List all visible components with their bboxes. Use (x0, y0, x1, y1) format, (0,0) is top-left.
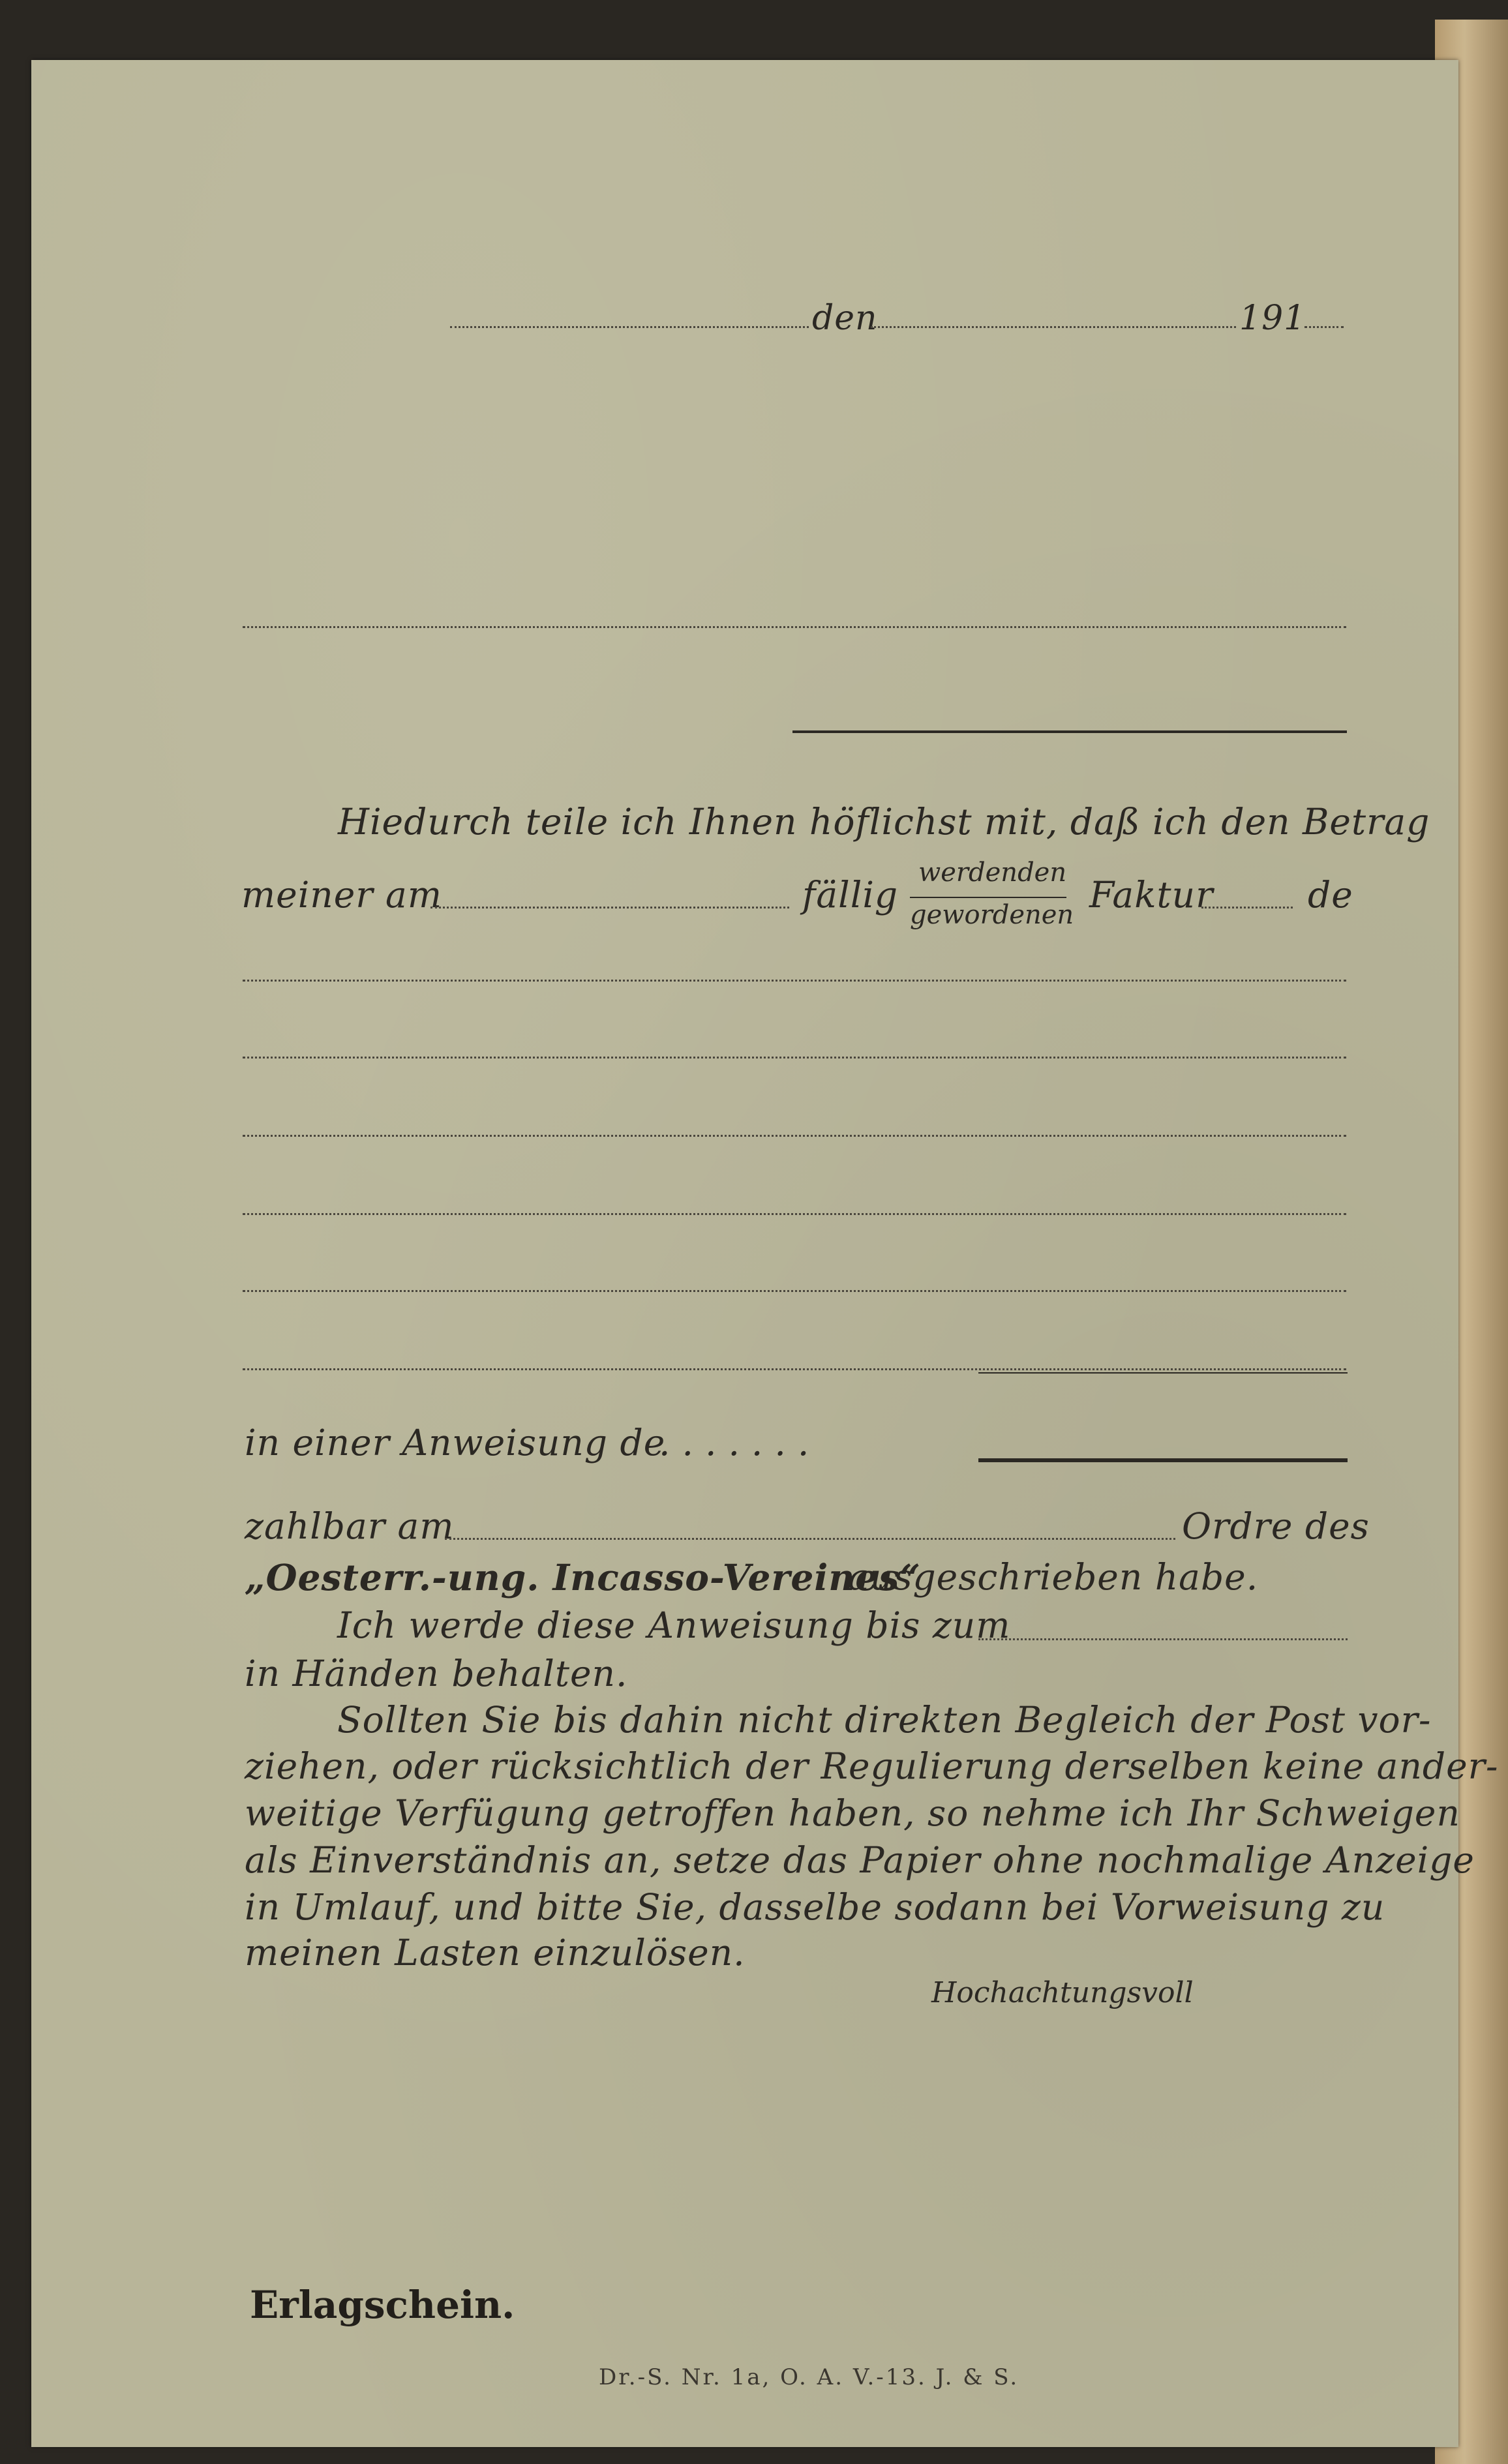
paragraph-line-5: in Umlauf, und bitte Sie, dasselbe sodann bei Vorweisung zu (245, 1886, 1385, 1928)
meiner-am-dotted-line (430, 907, 789, 909)
date-dotted-line (871, 326, 1236, 328)
fraction-bar (910, 897, 1066, 898)
body-line-1: Hiedurch teile ich Ihnen höflichst mit, daß ich den Betrag (338, 801, 1430, 843)
year-dotted-line (1304, 326, 1344, 328)
paragraph-line-1: Sollten Sie bis dahin nicht direkten Begleich der Post vor- (337, 1699, 1432, 1741)
amount-upper-line (978, 1372, 1348, 1374)
body-dotted-line-5 (243, 1290, 1346, 1292)
body-dotted-line-3 (243, 1135, 1346, 1137)
body-dotted-line-2 (243, 1057, 1346, 1059)
paragraph-line-6: meinen Lasten einzulösen. (245, 1932, 746, 1974)
closing-greeting: Hochachtungsvoll (931, 1976, 1194, 2009)
body-dotted-line-1 (243, 980, 1346, 982)
fraction-bottom: gewordenen (910, 900, 1074, 930)
ordre-label: Ordre des (1182, 1505, 1370, 1547)
paragraph-line-3: weitige Verfügung getroffen haben, so nehme ich Ihr Schweigen (245, 1792, 1460, 1834)
paragraph-line-2: ziehen, oder rücksichtlich der Regulierung derselben keine ander- (245, 1745, 1499, 1787)
body-dotted-line-4 (243, 1213, 1346, 1215)
bis-zum-dotted-line (978, 1638, 1348, 1640)
form-paper (31, 60, 1458, 2447)
zahlbar-dotted-line (445, 1538, 1175, 1540)
faktur-dotted-line (1201, 907, 1293, 909)
paragraph-line-4: als Einverständnis an, setze das Papier ohne nochmalige Anzeige (245, 1839, 1475, 1881)
ich-werde-text: Ich werde diese Anweisung bis zum (337, 1604, 1011, 1646)
anweisung-label: in einer Anweisung de (245, 1422, 666, 1464)
printer-imprint: Dr.-S. Nr. 1a, O. A. V.-13. J. & S. (599, 2364, 1019, 2390)
addressee-dotted-line (243, 626, 1346, 628)
form-title: Erlagschein. (250, 2283, 515, 2327)
haenden-text: in Händen behalten. (245, 1653, 628, 1694)
anweisung-dots: ....... (659, 1422, 821, 1464)
amount-lower-line (978, 1458, 1348, 1462)
body-dotted-line-6 (243, 1368, 1346, 1370)
addressee-solid-line (792, 730, 1347, 733)
den-label: den (812, 299, 878, 338)
year-prefix: 191 (1239, 299, 1306, 338)
place-dotted-line (450, 326, 809, 328)
zahlbar-label: zahlbar am (245, 1505, 455, 1547)
fraction-top: werdenden (918, 858, 1067, 888)
verein-name: „Oesterr.-ung. Incasso-Vereines“ (245, 1556, 921, 1599)
faellig-label: fällig (802, 874, 899, 916)
ausgeschrieben-text: ausgeschrieben habe. (848, 1556, 1259, 1598)
body-line-2-end: de (1308, 874, 1353, 916)
body-line-2-start: meiner am (241, 874, 442, 916)
faktur-label: Faktur (1089, 874, 1214, 916)
